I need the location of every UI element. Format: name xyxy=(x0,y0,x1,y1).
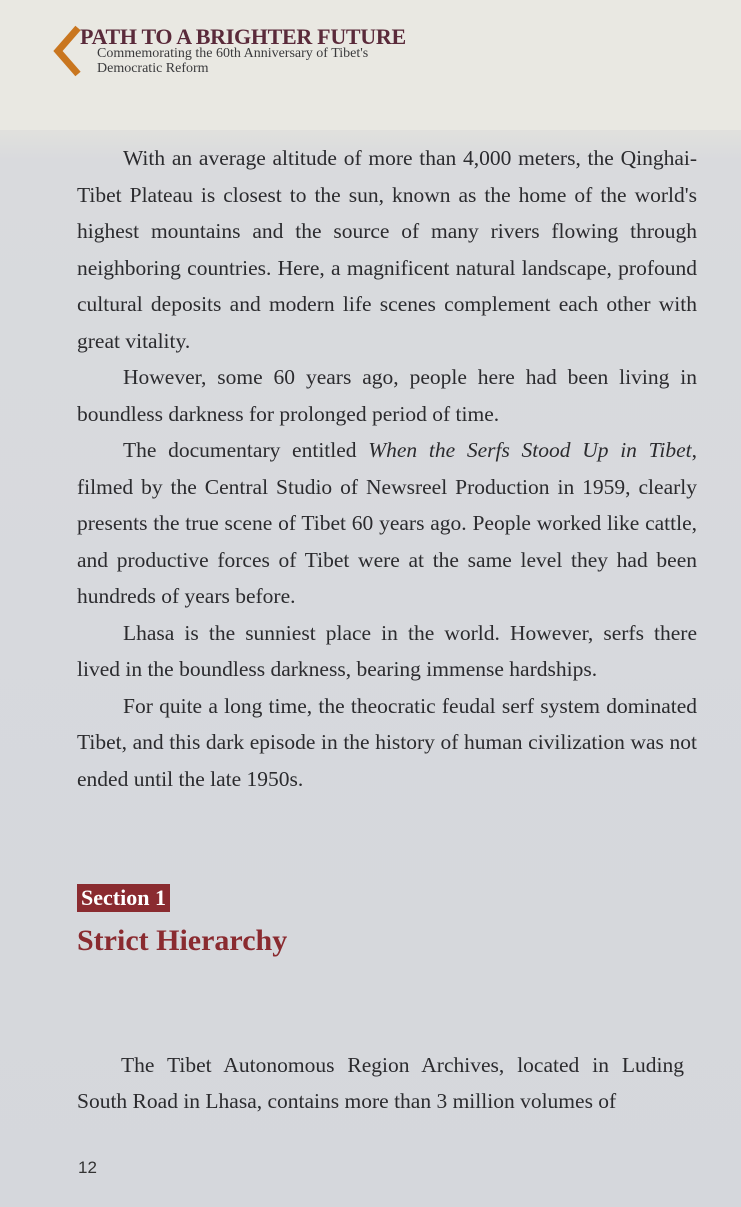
header-title: PATH TO A BRIGHTER FUTURE xyxy=(80,24,406,49)
page-header xyxy=(0,0,741,130)
main-text xyxy=(77,140,697,797)
paragraph-2: However, some 60 years ago, people here had been living in boundless darkness for prolonged period of time. xyxy=(77,365,697,426)
section-title: Strict Hierarchy xyxy=(77,924,288,957)
header-subtitle xyxy=(97,46,368,76)
paragraph-3-rest: , filmed by the Central Studio of Newsreel Production in 1959, clearly presents the true scene of Tibet 60 years ago. People worked like cattle, and productive forces of Tibet were at the same level they had been hundreds of years before. xyxy=(77,438,697,608)
section-badge: Section 1 xyxy=(77,884,170,912)
header-subtitle-line2: Democratic Reform xyxy=(97,61,209,76)
paragraph-5: For quite a long time, the theocratic feudal serf system dominated Tibet, and this dark episode in the history of human civilization was not ended until the late 1950s. xyxy=(77,693,697,791)
paragraph-4: Lhasa is the sunniest place in the world. However, serfs there lived in the boundless darkness, bearing immense hardships. xyxy=(77,620,697,681)
paragraph-1: With an average altitude of more than 4,000 meters, the Qinghai-Tibet Plateau is closest to the sun, known as the home of the world's highest mountains and the source of many rivers flowing through neighboring countries. Here, a magnificent natural landscape, profound cultural deposits and modern life scenes complement each other with great vitality. xyxy=(77,146,697,353)
paragraph-3-lead: The documentary entitled xyxy=(123,438,369,462)
header-subtitle-line1: Commemorating the 60th Anniversary of Tibet's xyxy=(97,46,369,61)
section-text xyxy=(77,1047,684,1119)
section-paragraph-1: The Tibet Autonomous Region Archives, located in Luding South Road in Lhasa, contains more than 3 million volumes of xyxy=(77,1053,684,1113)
paragraph-3 xyxy=(77,432,697,615)
documentary-title: When the Serfs Stood Up in Tibet xyxy=(368,438,692,462)
page-number: 12 xyxy=(78,1158,97,1177)
